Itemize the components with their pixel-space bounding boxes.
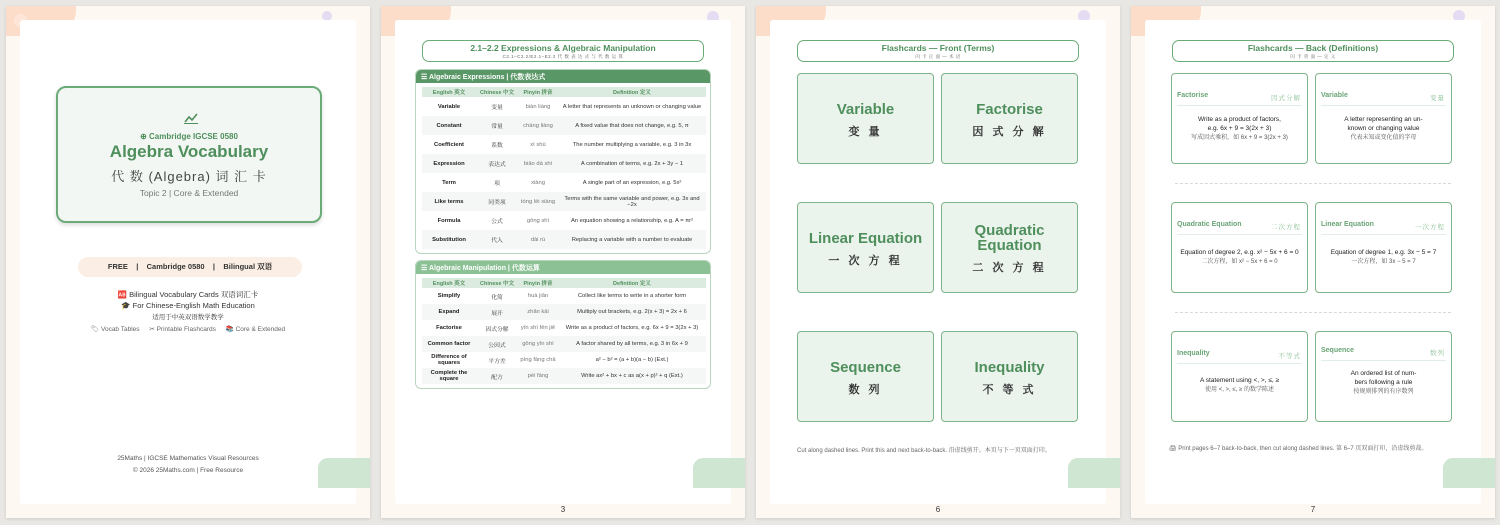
flashcard-back xyxy=(1315,331,1452,422)
column-header: English 英文 xyxy=(422,278,476,288)
table-row xyxy=(422,336,706,352)
flashcard-term: Quadratic Equation xyxy=(974,222,1045,254)
definition-cell: Terms with the same variable and power, e.g. 3x and −2x xyxy=(558,192,706,211)
page-number: 3 xyxy=(560,505,566,514)
flashcard-definition: bers following a rule xyxy=(1354,379,1413,386)
cover-title-chinese: 代 数 (Algebra) 词 汇 卡 xyxy=(111,169,267,184)
flashcard-term-chinese: 不等式 xyxy=(1278,353,1301,360)
flashcard-term: Sequence xyxy=(830,359,901,376)
tag-printable-flashcards: ✂ Printable Flashcards xyxy=(149,326,216,333)
column-header: Pinyin 拼音 xyxy=(518,278,558,288)
pinyin-cell: píng fāng chā xyxy=(520,357,556,363)
column-header: Pinyin 拼音 xyxy=(518,87,558,97)
pinyin-cell: xì shù xyxy=(530,141,546,148)
tag-vocab-tables: 🏷 Vocab Tables xyxy=(90,326,140,333)
pinyin-cell: biǎo dá shì xyxy=(518,154,558,173)
flashcard-term-chinese: 因 式 分 解 xyxy=(972,126,1047,138)
flashcards-front-page xyxy=(756,6,1120,518)
flashcard-term: Quadratic Equation xyxy=(1177,221,1242,228)
flashcard-term: Linear Equation xyxy=(1321,221,1374,228)
table-row xyxy=(422,211,706,230)
chinese-cell: 项 xyxy=(494,181,500,187)
corner-decoration xyxy=(318,458,370,488)
flashcard-term: Factorise xyxy=(976,101,1043,118)
term-cell: Term xyxy=(442,179,456,186)
chinese-cell: 常量 xyxy=(476,116,518,135)
term-cell: Variable xyxy=(437,103,461,110)
table-row xyxy=(422,368,706,384)
tag-core-extended: 📚 Core & Extended xyxy=(225,326,286,333)
definition-cell: A letter that represents an unknown or changing value xyxy=(562,103,702,110)
flashcard-back xyxy=(1315,202,1452,293)
corner-decoration xyxy=(1443,458,1495,488)
cover-subtitle: ⊕ Cambridge IGCSE 0580 xyxy=(140,132,238,141)
table-row xyxy=(422,97,706,116)
chinese-cell: 代入 xyxy=(476,230,518,249)
divider xyxy=(1321,234,1446,235)
flashcard-definition: A letter representing an un- xyxy=(1344,116,1423,123)
flashcard-term-chinese: 一 次 方 程 xyxy=(828,255,903,267)
table-row xyxy=(422,230,706,249)
page-content xyxy=(20,20,356,504)
term-cell: Expand xyxy=(422,304,476,320)
flashcards-back-page xyxy=(1131,6,1495,518)
cut-instructions: Cut along dashed lines. Print this and next back-to-back. 沿虚线剪开。本页与下一页双面打印。 xyxy=(797,448,1051,454)
table-row xyxy=(422,288,706,304)
flashcard-definition-chinese: 二次方程，如 x² − 5x + 6 = 0 xyxy=(1201,259,1278,265)
corner-decoration xyxy=(693,458,745,488)
table-row xyxy=(422,154,706,173)
term-cell: Complete the square xyxy=(422,368,476,384)
definition-cell: The number multiplying a variable, e.g. 3 in 3x xyxy=(572,141,692,148)
manipulation-table xyxy=(422,278,706,384)
flashcard-front xyxy=(797,202,934,293)
cover-topic: Topic 2 | Core & Extended xyxy=(139,188,239,198)
table-row xyxy=(422,304,706,320)
cover-copyright: © 2026 25Maths.com | Free Resource xyxy=(132,467,244,474)
term-cell: Coefficient xyxy=(434,141,464,148)
definition-cell: An equation showing a relationship, e.g. A = πr² xyxy=(570,217,694,224)
term-cell: Simplify xyxy=(437,293,461,299)
definition-cell: Collect like terms to write in a shorter form xyxy=(577,293,687,299)
vocab-table-page xyxy=(381,6,745,518)
corner-decoration xyxy=(1068,458,1120,488)
divider xyxy=(1177,105,1302,106)
section-title: 2.1–2.2 Expressions & Algebraic Manipulation xyxy=(470,43,656,53)
chinese-cell: 公式 xyxy=(491,219,503,225)
cover-title: Algebra Vocabulary xyxy=(109,142,269,161)
section-subtitle: C2.1–C2.2/E2.1–E2.2 代 数 表 达 式 与 代 数 运 算 xyxy=(502,54,624,59)
definition-cell: A single part of an expression, e.g. 5x² xyxy=(582,179,682,186)
term-cell: Factorise xyxy=(436,325,462,331)
cover-title-card xyxy=(56,86,322,223)
divider xyxy=(1177,363,1302,364)
flashcard-title: Flashcards — Front (Terms) xyxy=(881,43,995,53)
pinyin-cell: tóng lèi xiàng xyxy=(518,192,558,211)
flashcard-title: Flashcards — Back (Definitions) xyxy=(1247,43,1379,53)
definition-cell: A fixed value that does not change, e.g. 5, π xyxy=(558,116,706,135)
cover-feature-line: 🆎 Bilingual Vocabulary Cards 双语词汇卡 xyxy=(117,290,259,299)
flashcard-subtitle: 闪 卡 背 面 — 定 义 xyxy=(1290,54,1336,59)
pinyin-cell: pèi fāng xyxy=(518,368,558,384)
flashcard-back xyxy=(1315,73,1452,164)
flashcard-definition-chinese: 按规则排列的有序数列 xyxy=(1353,389,1414,395)
divider xyxy=(1321,360,1446,361)
flashcard-term: Factorise xyxy=(1177,92,1209,99)
flashcard-front xyxy=(797,73,934,164)
table-row xyxy=(422,352,706,368)
divider xyxy=(1177,234,1302,235)
definition-cell: a² − b² = (a + b)(a − b) (Ext.) xyxy=(595,357,669,363)
flashcard-definition: Write as a product of factors, xyxy=(1198,116,1281,123)
flashcard-definition: Equation of degree 2, e.g. x² − 5x + 6 = 0 xyxy=(1180,249,1299,256)
term-cell: Expression xyxy=(422,154,476,173)
chinese-cell: 化简 xyxy=(491,294,503,301)
flashcard-definition-chinese: 一次方程，如 3x − 5 = 7 xyxy=(1351,259,1416,265)
flashcard-definition: Equation of degree 1, e.g. 3x − 5 = 7 xyxy=(1330,249,1437,256)
divider xyxy=(1321,105,1446,106)
flashcard-back xyxy=(1171,202,1308,293)
cut-line xyxy=(1175,183,1451,184)
flashcard-back xyxy=(1171,331,1308,422)
term-cell: Substitution xyxy=(422,230,476,249)
manipulation-table-card xyxy=(415,260,711,389)
flashcard-term-chinese: 数列 xyxy=(1430,350,1445,357)
column-header: English 英文 xyxy=(422,87,476,97)
flashcard-term: Variable xyxy=(836,101,895,118)
cover-feature-line: 适用于中英双语数学教学 xyxy=(152,314,224,321)
flashcard-term-chinese: 变 量 xyxy=(848,126,883,138)
table-row xyxy=(422,116,706,135)
table-row xyxy=(422,173,706,192)
term-cell: Common factor xyxy=(422,336,476,352)
table-row xyxy=(422,320,706,336)
info-pill: FREE | Cambridge 0580 | Bilingual 双语 xyxy=(78,257,302,277)
flashcard-subtitle: 闪 卡 正 面 — 术 语 xyxy=(915,54,961,59)
flashcard-definition-chinese: 写成因式乘积，如 6x + 9 = 3(2x + 3) xyxy=(1191,135,1288,141)
section-title-box xyxy=(422,40,704,62)
flashcard-term: Linear Equation xyxy=(808,230,923,247)
flashcard-definition-chinese: 使用 <, >, ≤, ≥ 的数学陈述 xyxy=(1205,387,1274,393)
flashcard-definition: e.g. 6x + 9 = 3(2x + 3) xyxy=(1207,125,1272,132)
chinese-cell: 同类项 xyxy=(476,192,518,211)
flashcard-definition: known or changing value xyxy=(1347,125,1420,132)
cover-footer: 25Maths | IGCSE Mathematics Visual Resources xyxy=(117,455,259,462)
flashcard-term: Variable xyxy=(1321,92,1348,99)
column-header: Chinese 中文 xyxy=(476,278,518,288)
chart-line-icon xyxy=(184,112,198,124)
chinese-cell: 系数 xyxy=(491,143,503,149)
flashcard-term: Sequence xyxy=(1321,347,1355,354)
cut-line xyxy=(1175,312,1451,313)
column-header: Definition 定义 xyxy=(558,278,706,288)
page-number: 7 xyxy=(1310,505,1316,514)
page-content xyxy=(770,20,1106,504)
page-number: 6 xyxy=(935,505,941,514)
pinyin-cell: biàn liàng xyxy=(525,103,551,110)
flashcard-definition-chinese: 代表未知或变化值的字母 xyxy=(1350,135,1417,141)
pinyin-cell: huà jiǎn xyxy=(527,293,549,299)
definition-cell: Multiply out brackets, e.g. 2(x + 3) = 2x + 6 xyxy=(558,304,706,320)
chinese-cell: 表达式 xyxy=(476,154,518,173)
cover-feature-line: 🎓 For Chinese-English Math Education xyxy=(121,301,255,310)
page-content xyxy=(395,20,731,504)
cover-page xyxy=(6,6,370,518)
table-heading: ☰ Algebraic Expressions | 代数表达式 xyxy=(416,70,710,83)
pinyin-cell: zhǎn kāi xyxy=(518,304,558,320)
definition-cell: A factor shared by all terms, e.g. 3 in 6x + 9 xyxy=(558,336,706,352)
flashcard-term-chinese: 数 列 xyxy=(848,384,883,396)
pinyin-cell: gōng shì xyxy=(526,217,550,224)
flashcard-title-box xyxy=(797,40,1079,62)
flashcard-term-chinese: 因式分解 xyxy=(1271,95,1301,102)
column-header: Definition 定义 xyxy=(558,87,706,97)
flashcard-front xyxy=(797,331,934,422)
definition-cell: Write ax² + bx + c as a(x + p)² + q (Ext.) xyxy=(558,368,706,384)
definition-cell: A combination of terms, e.g. 2x + 3y − 1 xyxy=(558,154,706,173)
term-cell: Like terms xyxy=(422,192,476,211)
table-heading: ☰ Algebraic Manipulation | 代数运算 xyxy=(416,261,710,274)
column-header: Chinese 中文 xyxy=(476,87,518,97)
flashcard-back xyxy=(1171,73,1308,164)
chinese-cell: 公因式 xyxy=(476,336,518,352)
flashcard-front xyxy=(941,202,1078,293)
chinese-cell: 配方 xyxy=(476,368,518,384)
table-row xyxy=(422,192,706,211)
definition-cell: Replacing a variable with a number to evaluate xyxy=(558,230,706,249)
expressions-table xyxy=(422,87,706,249)
pinyin-cell: dài rù xyxy=(518,230,558,249)
term-cell: Difference of squares xyxy=(431,354,467,366)
definition-cell: Write as a product of factors, e.g. 6x + 9 = 3(2x + 3) xyxy=(565,325,699,331)
pinyin-cell: yīn shì fēn jiě xyxy=(520,325,556,331)
flashcard-definition: A statement using <, >, ≤, ≥ xyxy=(1199,377,1280,384)
flashcard-definition: An ordered list of num- xyxy=(1350,370,1417,377)
flashcard-front xyxy=(941,73,1078,164)
flashcard-term: Inequality xyxy=(974,359,1045,376)
flashcard-front xyxy=(941,331,1078,422)
flashcard-term: Inequality xyxy=(1177,350,1210,357)
pinyin-cell: xiàng xyxy=(531,179,545,186)
chinese-cell: 展开 xyxy=(476,304,518,320)
chinese-cell: 变量 xyxy=(491,105,503,111)
pinyin-cell: gōng yīn shì xyxy=(518,336,558,352)
print-instructions: 🖨 Print pages 6–7 back-to-back, then cut along dashed lines. 第 6–7 页双面打印，沿虚线剪裁。 xyxy=(1169,446,1428,452)
term-cell: Formula xyxy=(437,217,461,224)
pinyin-cell: cháng liàng xyxy=(518,116,558,135)
flashcard-term-chinese: 二次方程 xyxy=(1271,224,1301,231)
flashcard-title-box xyxy=(1172,40,1454,62)
chinese-cell: 因式分解 xyxy=(485,326,509,333)
term-cell: Constant xyxy=(422,116,476,135)
flashcard-term-chinese: 二 次 方 程 xyxy=(972,262,1047,274)
cover-tags xyxy=(20,325,356,333)
flashcard-term-chinese: 一次方程 xyxy=(1415,224,1445,231)
expressions-table-card xyxy=(415,69,711,254)
page-content xyxy=(1145,20,1481,504)
flashcard-term-chinese: 变量 xyxy=(1430,95,1445,102)
table-row xyxy=(422,135,706,154)
flashcard-term-chinese: 不 等 式 xyxy=(982,384,1037,396)
chinese-cell: 平方差 xyxy=(488,358,506,365)
